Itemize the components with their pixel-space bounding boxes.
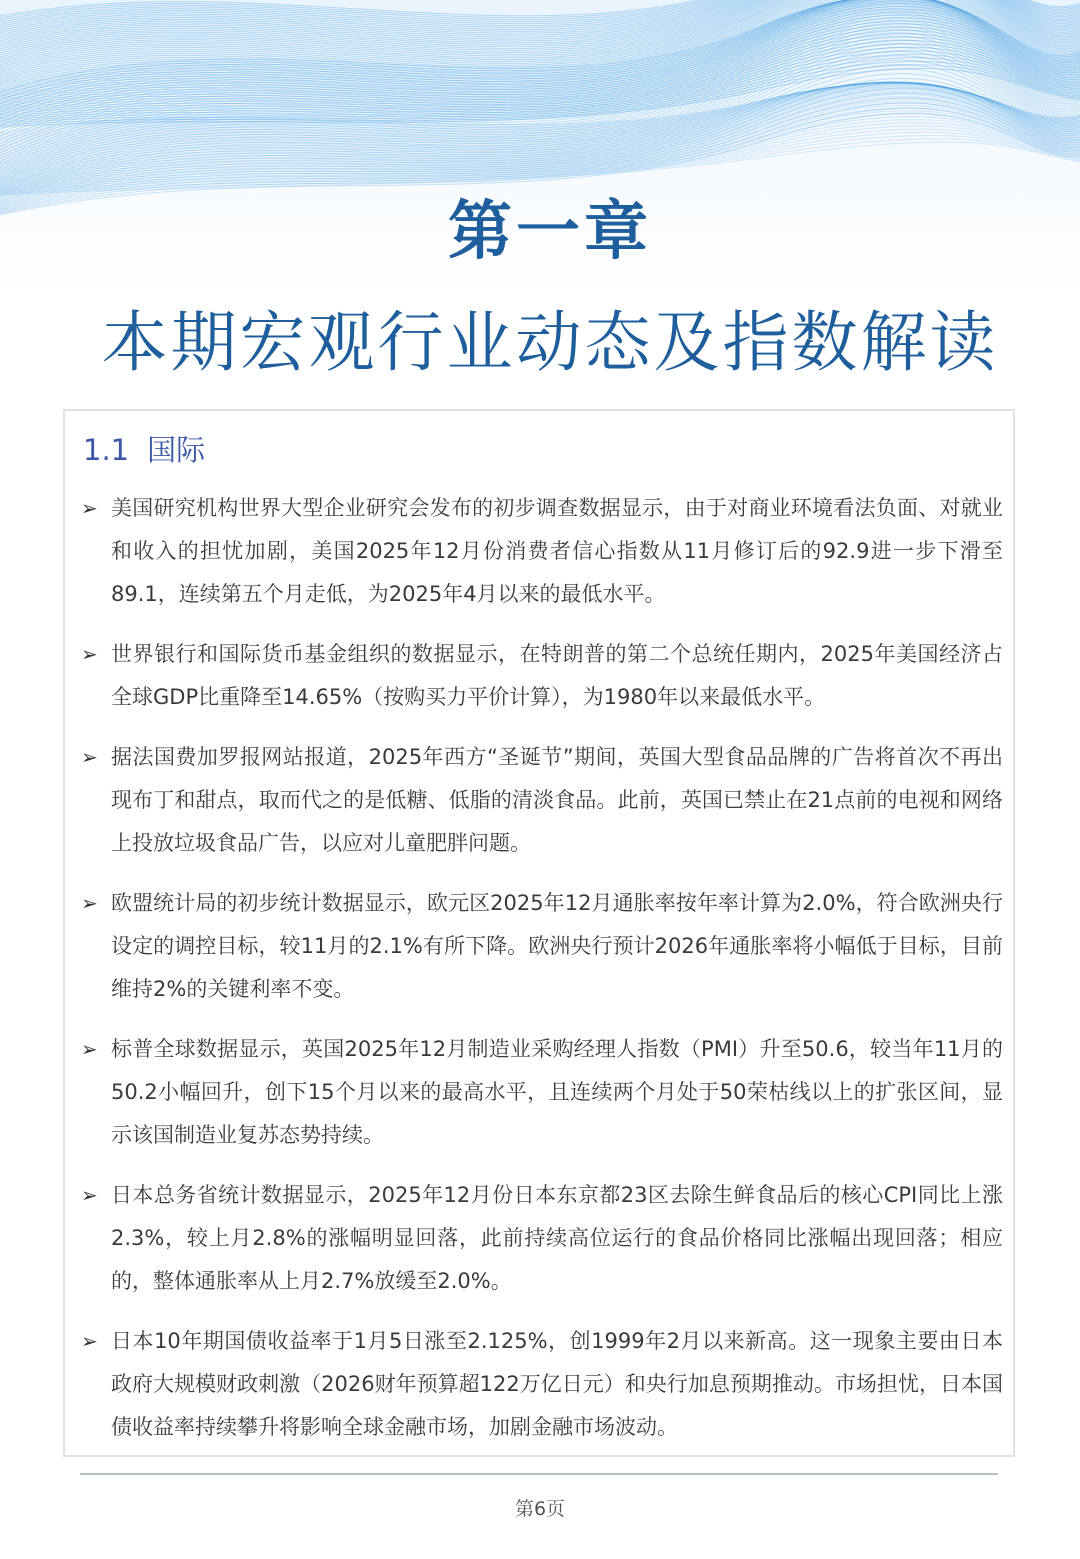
news-list [81, 487, 1003, 1466]
arrow-bullet-icon: ➢ [81, 1037, 98, 1061]
arrow-bullet-icon: ➢ [81, 496, 98, 520]
list-item [81, 633, 1003, 719]
list-item-text: 日本总务省统计数据显示，2025年12月份日本东京都23区去除生鲜食品后的核心CPI同比上涨2.3%，较上月2.8%的涨幅明显回落，此前持续高位运行的食品价格同比涨幅出现回落；相应的，整体通胀率从上月2.7%放缓至2.0%。 [111, 1183, 1003, 1293]
page-number: 第6页 [514, 1498, 566, 1520]
list-item [81, 487, 1003, 616]
list-item-text: 世界银行和国际货币基金组织的数据显示，在特朗普的第二个总统任期内，2025年美国经济占全球GDP比重降至14.65%（按购买力平价计算），为1980年以来最低水平。 [111, 642, 1003, 709]
section-heading [83, 429, 205, 471]
footer-divider [80, 1473, 998, 1475]
section-title: 国际 [147, 433, 206, 467]
list-item [81, 736, 1003, 865]
list-item-text: 据法国费加罗报网站报道，2025年西方“圣诞节”期间，英国大型食品品牌的广告将首次不再出现布丁和甜点，取而代之的是低糖、低脂的清淡食品。此前，英国已禁止在21点前的电视和网络上投放垃圾食品广告，以应对儿童肥胖问题。 [111, 745, 1003, 855]
arrow-bullet-icon: ➢ [81, 642, 98, 666]
list-item [81, 1174, 1003, 1303]
arrow-bullet-icon: ➢ [81, 1183, 98, 1207]
chapter-title: 本期宏观行业动态及指数解读 [101, 304, 999, 381]
arrow-bullet-icon: ➢ [81, 891, 98, 915]
arrow-bullet-icon: ➢ [81, 745, 98, 769]
list-item-text: 欧盟统计局的初步统计数据显示，欧元区2025年12月通胀率按年率计算为2.0%，符合欧洲央行设定的调控目标，较11月的2.1%有所下降。欧洲央行预计2026年通胀率将小幅低于目标，目前维持2%的关键利率不变。 [111, 891, 1003, 1001]
content-panel [63, 409, 1015, 1457]
section-number: 1.1 [83, 433, 130, 467]
list-item-text: 日本10年期国债收益率于1月5日涨至2.125%，创1999年2月以来新高。这一现象主要由日本政府大规模财政刺激（2026财年预算超122万亿日元）和央行加息预期推动。市场担忧，日本国债收益率持续攀升将影响全球金融市场，加剧金融市场波动。 [111, 1329, 1003, 1439]
list-item [81, 882, 1003, 1011]
arrow-bullet-icon: ➢ [81, 1329, 98, 1353]
list-item-text: 标普全球数据显示，英国2025年12月制造业采购经理人指数（PMI）升至50.6，较当年11月的50.2小幅回升，创下15个月以来的最高水平，且连续两个月处于50荣枯线以上的扩张区间，显示该国制造业复苏态势持续。 [111, 1037, 1003, 1147]
list-item [81, 1320, 1003, 1449]
list-item-text: 美国研究机构世界大型企业研究会发布的初步调查数据显示，由于对商业环境看法负面、对就业和收入的担忧加剧，美国2025年12月份消费者信心指数从11月修订后的92.9进一步下滑至89.1，连续第五个月走低，为2025年4月以来的最低水平。 [111, 496, 1003, 606]
chapter-number: 第一章 [448, 195, 652, 269]
list-item [81, 1028, 1003, 1157]
